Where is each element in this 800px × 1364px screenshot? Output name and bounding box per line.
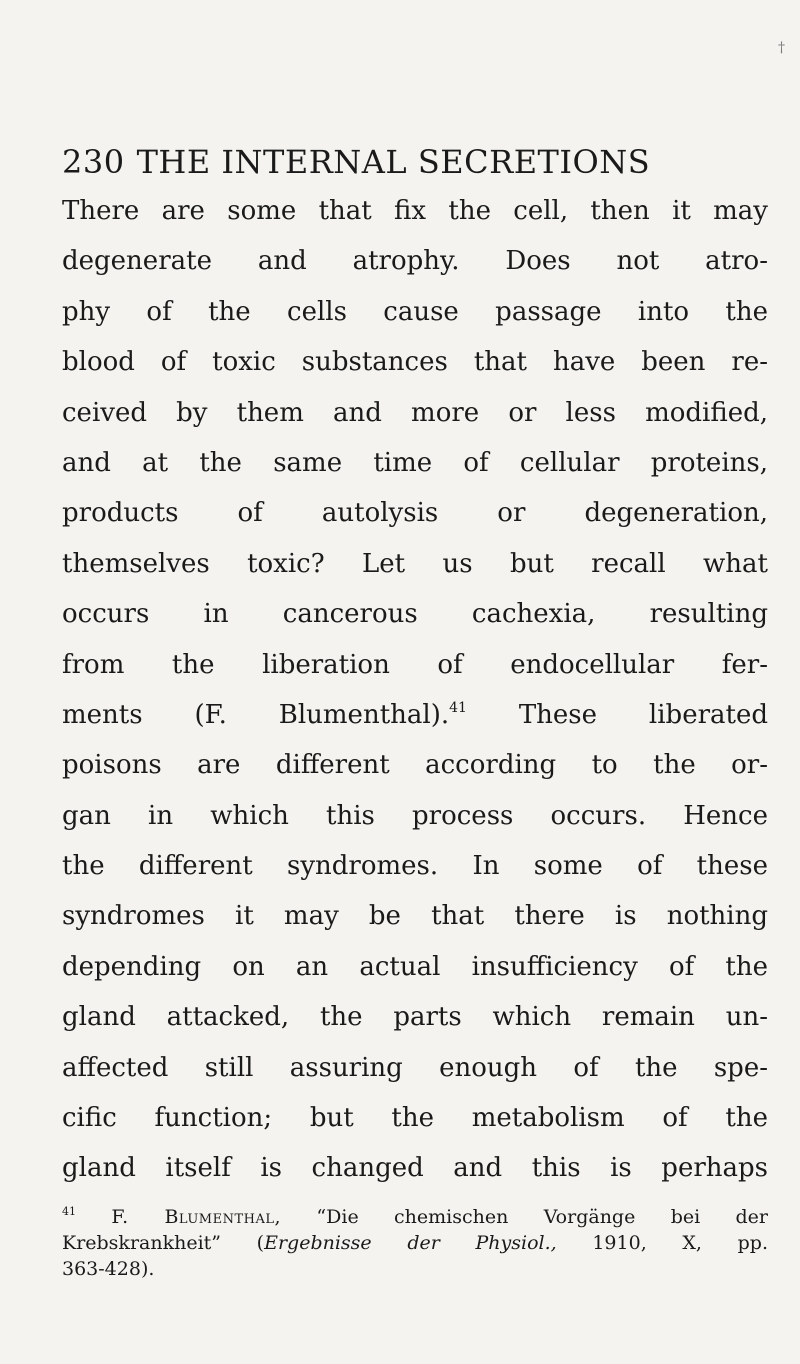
- text-line: poisons are different according to the or-: [62, 750, 768, 781]
- text-segment: ments (F. Blumenthal).: [62, 699, 450, 730]
- text-segment: These liberated: [466, 699, 768, 730]
- footnote-line: 363-428).: [62, 1258, 155, 1280]
- text-line: products of autolysis or degeneration,: [62, 498, 768, 529]
- text-line: cific function; but the metabolism of the: [62, 1103, 768, 1134]
- text-line: blood of toxic substances that have been re-: [62, 347, 768, 378]
- body-text: [62, 186, 768, 1194]
- page-number: 230: [62, 143, 125, 181]
- text-line: depending on an actual insufficiency of the: [62, 951, 768, 982]
- text-line: gland itself is changed and this is perhaps: [62, 1153, 768, 1184]
- text-line: syndromes it may be that there is nothing: [62, 901, 768, 932]
- footnote-number: 41: [62, 1205, 76, 1218]
- running-title: THE INTERNAL SECRETIONS: [136, 143, 651, 181]
- text-line: affected still assuring enough of the spe-: [62, 1052, 768, 1083]
- corner-mark: †: [778, 40, 785, 56]
- text-line: degenerate and atrophy. Does not atro-: [62, 246, 768, 277]
- text-line: gland attacked, the parts which remain un-: [62, 1002, 768, 1033]
- footnote-text: 1910, X, pp.: [556, 1232, 768, 1254]
- text-line: themselves toxic? Let us but recall what: [62, 548, 768, 579]
- footnote-line: [62, 1204, 768, 1230]
- text-line: gan in which this process occurs. Hence: [62, 800, 768, 831]
- text-line: occurs in cancerous cachexia, resulting: [62, 599, 768, 630]
- text-line: ceived by them and more or less modified,: [62, 397, 768, 428]
- footnote-author: F. Blumenthal,: [111, 1206, 282, 1228]
- footnote: [62, 1204, 768, 1282]
- footnote-title: “Die chemischen Vorgänge bei der: [316, 1206, 769, 1228]
- text-line: from the liberation of endocellular fer-: [62, 649, 768, 680]
- running-header: [62, 142, 762, 182]
- footnote-reference[interactable]: 41: [449, 699, 467, 716]
- footnote-text: Krebskrankheit” (: [62, 1232, 265, 1254]
- text-line: There are some that fix the cell, then it may: [62, 196, 768, 226]
- footnote-line: [62, 1230, 768, 1256]
- text-line: phy of the cells cause passage into the: [62, 296, 768, 327]
- text-line: and at the same time of cellular proteins,: [62, 447, 768, 478]
- footnote-journal: Ergebnisse der Physiol.,: [264, 1232, 557, 1254]
- text-line-with-reference: [62, 690, 768, 740]
- text-line: the different syndromes. In some of these: [62, 851, 768, 882]
